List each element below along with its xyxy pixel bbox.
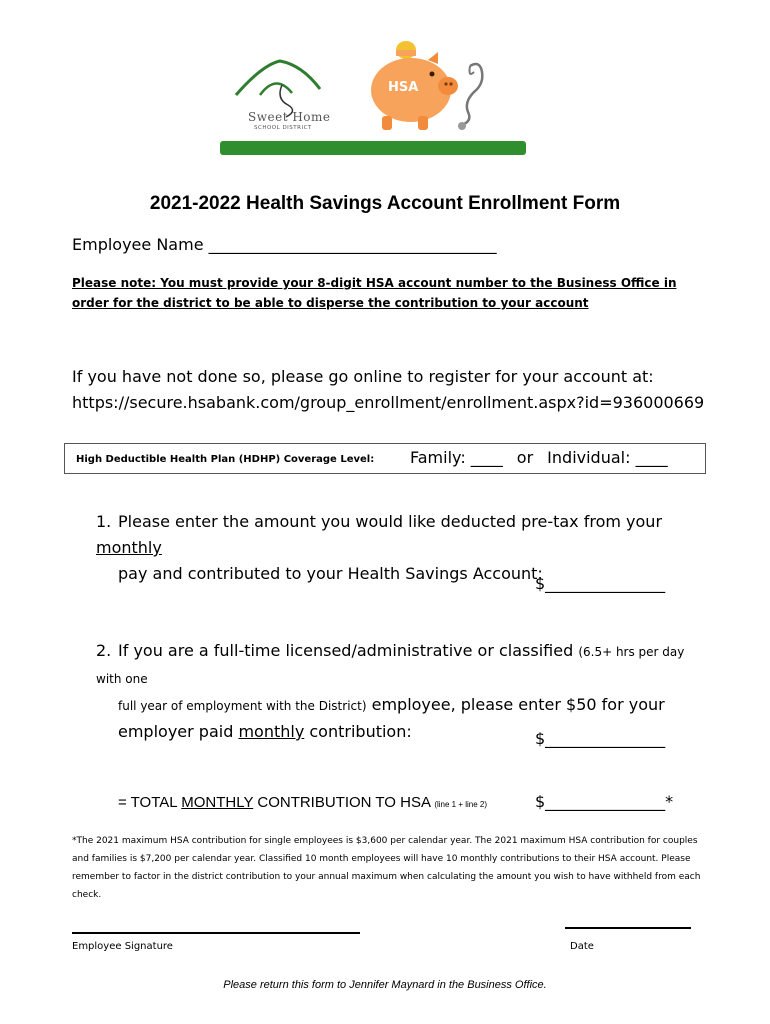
item-2-employment-note: full year of employment with the District)	[118, 699, 367, 713]
item-2-text-employer: employer paid	[118, 722, 239, 741]
total-amount-field[interactable]: $_______________*	[535, 792, 674, 811]
coverage-options	[410, 448, 668, 467]
date-label: Date	[570, 941, 594, 952]
coverage-or-label: or	[516, 448, 534, 467]
signature-label: Employee Signature	[72, 941, 173, 952]
item-1-monthly: monthly	[96, 538, 162, 557]
logo-line1: Sweet Home	[248, 110, 331, 124]
total-monthly: MONTHLY	[181, 794, 254, 811]
register-line: If you have not done so, please go online to register for your account at:	[72, 367, 654, 386]
total-prefix: = TOTAL	[118, 794, 182, 811]
date-line[interactable]	[565, 927, 691, 929]
item-2-text: If you are a full-time licensed/administrative or classified	[118, 641, 579, 660]
item-1-text-cont: pay and contributed to your Health Savings Account:	[118, 564, 543, 583]
return-instructions: Please return this form to Jennifer Maynard in the Business Office.	[223, 979, 547, 991]
item-2-number: 2.	[96, 641, 112, 660]
total-suffix: CONTRIBUTION TO HSA	[253, 794, 435, 811]
item-1-text: Please enter the amount you would like deducted pre-tax from your	[118, 512, 663, 531]
item-1-amount-field[interactable]: $_______________	[535, 574, 666, 593]
contribution-footnote: *The 2021 maximum HSA contribution for single employees is $3,600 per calendar year. The 2021 maximum HSA contribution for couples and families is $7,200 per calendar year. Classified 10 month employees will have 10 monthly contributions to their HSA account. Please remember to factor in the district contribution to your annual maximum when calculating the amount you wish to have withheld from each check.	[72, 836, 701, 900]
register-instructions	[72, 364, 704, 416]
coverage-level-label: High Deductible Health Plan (HDHP) Coverage Level:	[76, 454, 375, 465]
logo-line2: SCHOOL DISTRICT	[254, 125, 312, 131]
total-line-note: (line 1 + line 2)	[434, 800, 488, 809]
employee-name-field[interactable]: Employee Name ____________________________________	[72, 235, 497, 254]
coverage-individual-field[interactable]: Individual: ____	[547, 448, 668, 467]
item-1-number: 1.	[96, 512, 112, 531]
account-number-note: Please note: You must provide your 8-digit HSA account number to the Business Office in order for the district to be able to disperse the contribution to your account	[72, 276, 677, 310]
register-url[interactable]: https://secure.hsabank.com/group_enrollment/enrollment.aspx?id=936000669	[72, 393, 705, 412]
item-2-text-end: contribution:	[304, 722, 412, 741]
total-contribution-label	[118, 794, 487, 811]
item-2-monthly: monthly	[238, 722, 305, 741]
signature-line[interactable]	[72, 932, 360, 934]
piggy-label: HSA	[388, 80, 419, 95]
piggy-bank-icon	[366, 36, 496, 134]
form-title: 2021-2022 Health Savings Account Enrollment Form	[149, 193, 621, 214]
coverage-family-field[interactable]: Family: ____	[410, 448, 503, 467]
item-2-hours-note: (6.5+ hrs per day with one	[96, 645, 685, 686]
hsa-piggy-bank	[366, 36, 496, 134]
header-divider-bar	[220, 141, 526, 155]
item-2-text-cont: employee, please enter $50 for your	[366, 695, 665, 714]
item-2-amount-field[interactable]: $_______________	[535, 729, 666, 748]
